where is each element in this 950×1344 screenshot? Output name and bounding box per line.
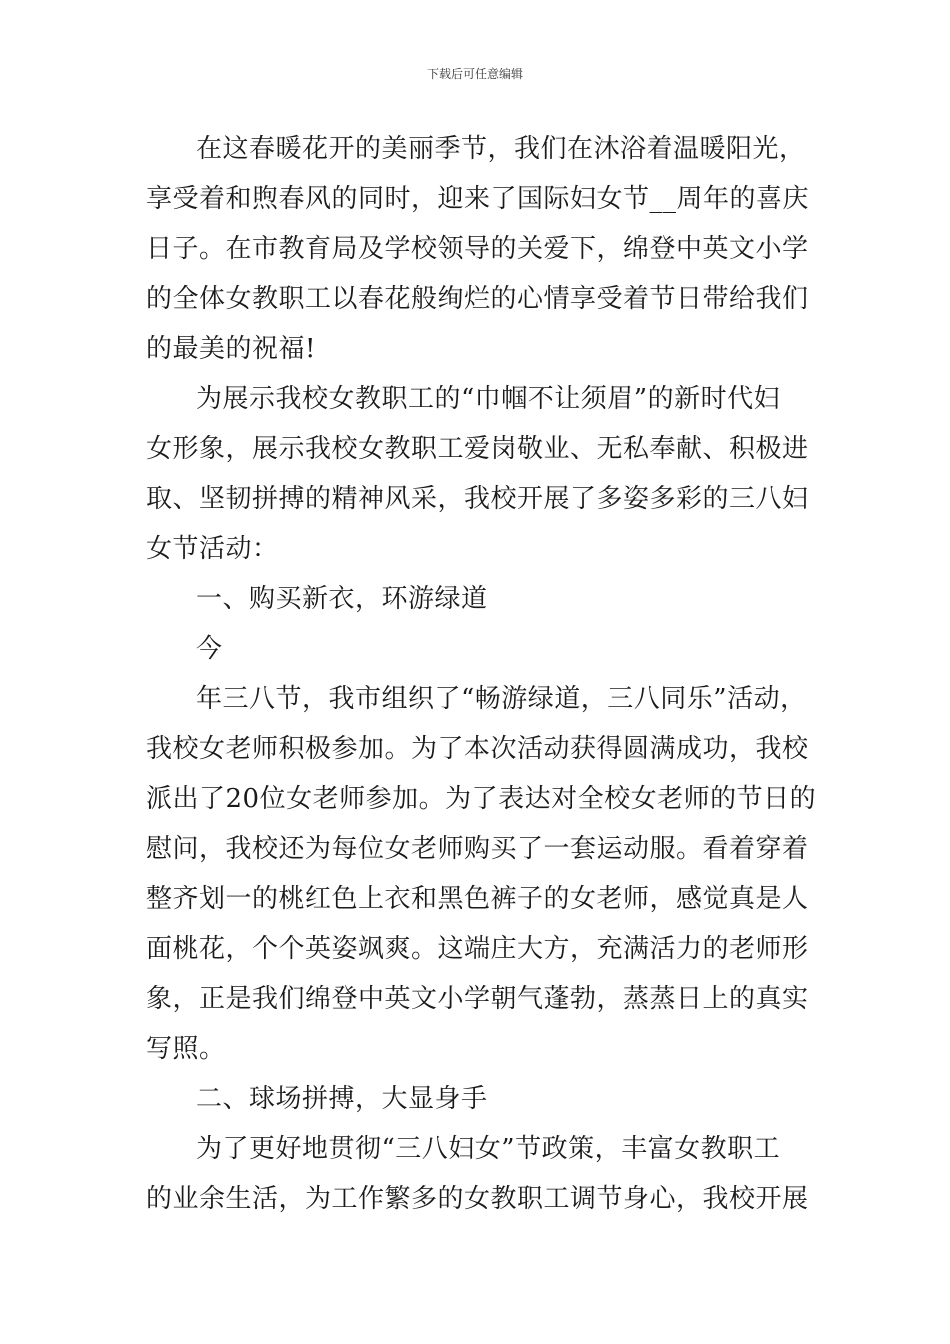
text-line: 为展示我校女教职工的“巾帼不让须眉”的新时代妇 (196, 384, 781, 414)
text-line: 的全体女教职工以春花般绚烂的心情享受着节日带给我们 (146, 284, 809, 314)
text-line: 的业余生活，为工作繁多的女教职工调节身心，我校开展 (146, 1184, 809, 1214)
text-line: 女形象，展示我校女教职工爱岗敬业、无私奉献、积极进 (146, 434, 809, 464)
document-body (146, 124, 817, 1224)
text-line: 象，正是我们绵登中英文小学朝气蓬勃，蒸蒸日上的真实 (146, 984, 809, 1014)
text-line: 面桃花，个个英姿飒爽。这端庄大方，充满活力的老师形 (146, 934, 809, 964)
text-line: 女节活动： (146, 534, 279, 564)
text-line: 在这春暖花开的美丽季节，我们在沐浴着温暖阳光， (196, 134, 806, 164)
text-line: 取、坚韧拼搏的精神风采，我校开展了多姿多彩的三八妇 (146, 484, 809, 514)
text-line: 我校女老师积极参加。为了本次活动获得圆满成功，我校 (146, 734, 809, 764)
text-line: 今 (196, 634, 223, 664)
section-heading: 二、球场拼搏，大显身手 (196, 1084, 488, 1114)
text-line: 派出了20位女老师参加。为了表达对全校女老师的节日的 (146, 784, 817, 814)
text-line: 写照。 (146, 1034, 226, 1064)
text-line: 为了更好地贯彻“三八妇女”节政策，丰富女教职工 (196, 1134, 781, 1164)
page-header-note: 下载后可任意编辑 (426, 67, 523, 81)
text-line: 慰问，我校还为每位女老师购买了一套运动服。看着穿着 (146, 834, 809, 864)
section-heading: 一、购买新衣，环游绿道 (196, 584, 488, 614)
text-line: 日子。在市教育局及学校领导的关爱下，绵登中英文小学 (146, 234, 809, 264)
text-line: 整齐划一的桃红色上衣和黑色裤子的女老师，感觉真是人 (146, 884, 809, 914)
text-line: 年三八节，我市组织了“畅游绿道，三八同乐”活动， (196, 684, 807, 714)
text-line: 享受着和煦春风的同时，迎来了国际妇女节__周年的喜庆 (146, 184, 810, 214)
text-line: 的最美的祝福! (146, 334, 316, 364)
